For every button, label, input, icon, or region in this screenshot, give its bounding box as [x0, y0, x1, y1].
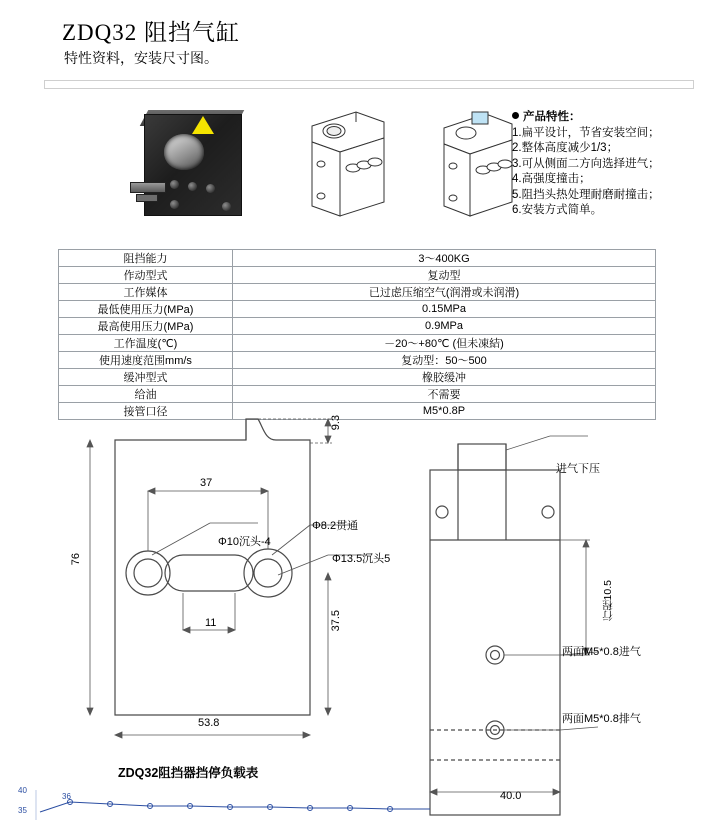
dim-total-width: 53.8	[198, 717, 220, 729]
spec-value: M5*0.8P	[233, 403, 656, 420]
feature-item: 5.阻挡头热处理耐磨耐撞击；	[512, 188, 660, 201]
table-row	[59, 318, 656, 335]
isometric-view-2	[426, 104, 522, 224]
spec-value: 复动型：50～500	[233, 352, 656, 369]
note-counterbore-13-5: Φ13.5沉头5	[332, 553, 391, 565]
product-photo	[130, 104, 260, 224]
chart-y-tick: 35	[18, 806, 27, 815]
spec-value: 复动型	[233, 267, 656, 284]
feature-item: 6.安装方式简单。	[512, 204, 603, 216]
dimension-drawings	[0, 405, 714, 819]
photo-screw-dot	[170, 200, 179, 209]
features-heading	[512, 110, 712, 126]
dim-slot-width: 11	[205, 617, 217, 629]
photo-port-dot	[188, 182, 197, 191]
table-row	[59, 250, 656, 267]
feature-item: 3.可从侧面二方向选择进气；	[512, 157, 660, 170]
load-chart-curve	[0, 790, 714, 820]
page-subtitle: 特性资料，安装尺寸图。	[64, 52, 218, 67]
spec-key: 缓冲型式	[59, 369, 233, 386]
table-row	[59, 301, 656, 318]
table-row	[59, 386, 656, 403]
photo-bore	[164, 134, 204, 170]
photo-shaft-secondary	[136, 194, 158, 202]
load-chart-title: ZDQ32阻挡器挡停负载表	[118, 766, 259, 780]
spec-value: 不需要	[233, 386, 656, 403]
spec-key: 最高使用压力(MPa)	[59, 318, 233, 335]
spec-key: 接管口径	[59, 403, 233, 420]
spec-value: 橡胶缓冲	[233, 369, 656, 386]
table-row	[59, 335, 656, 352]
note-through-8-2: Φ8.2贯通	[312, 520, 359, 532]
callout-inlet-top: 进气下压	[556, 463, 600, 475]
callout-exhaust-ports: 两面M5*0.8排气	[562, 713, 641, 725]
spec-value: 3～400KG	[233, 250, 656, 267]
features-list	[512, 110, 712, 219]
chart-y-tick: 40	[18, 786, 27, 795]
table-row	[59, 369, 656, 386]
spec-key: 作动型式	[59, 267, 233, 284]
page-title: ZDQ32 阻挡气缸	[62, 20, 241, 45]
table-row	[59, 267, 656, 284]
spec-value: －20～+80℃ (但未凍結)	[233, 335, 656, 352]
photo-port-dot	[170, 180, 179, 189]
note-counterbore-10: Φ10沉头-4	[218, 536, 271, 548]
dim-mid-height: 37.5	[330, 610, 342, 632]
spec-key: 工作媒体	[59, 284, 233, 301]
table-row	[59, 352, 656, 369]
spec-key: 阻挡能力	[59, 250, 233, 267]
photo-shaft	[130, 182, 166, 193]
dim-stroke: 行程10.5	[602, 580, 614, 622]
side-view-drawing	[410, 430, 690, 820]
specification-table	[58, 249, 656, 420]
spec-key: 工作温度(℃)	[59, 335, 233, 352]
spec-key: 给油	[59, 386, 233, 403]
dim-total-height: 76	[70, 553, 82, 566]
dim-side-width: 40.0	[500, 790, 522, 802]
feature-item: 2.整体高度减少1/3；	[512, 142, 619, 154]
bullet-icon	[512, 112, 519, 119]
spec-value: 0.9MPa	[233, 318, 656, 335]
spec-key: 最低使用压力(MPa)	[59, 301, 233, 318]
photo-screw-dot	[222, 202, 231, 211]
dim-top-offset: 9.3	[330, 415, 342, 431]
features-heading-text: 产品特性：	[523, 111, 581, 123]
spec-value: 0.15MPa	[233, 301, 656, 318]
table-row	[59, 284, 656, 301]
chart-point-label: 36	[62, 792, 71, 801]
spec-value: 已过虑压缩空气(润滑或未润滑)	[233, 284, 656, 301]
spec-key: 使用速度范围mm/s	[59, 352, 233, 369]
header-divider	[44, 80, 694, 89]
front-view-drawing	[60, 405, 440, 765]
feature-item: 1.扁平设计，节省安装空间；	[512, 126, 660, 139]
dim-hole-span: 37	[200, 477, 213, 489]
isometric-view-1	[298, 104, 394, 224]
callout-inlet-ports: 两面M5*0.8进气	[562, 646, 641, 658]
feature-item: 4.高强度撞击；	[512, 173, 591, 185]
photo-port-dot	[206, 184, 215, 193]
